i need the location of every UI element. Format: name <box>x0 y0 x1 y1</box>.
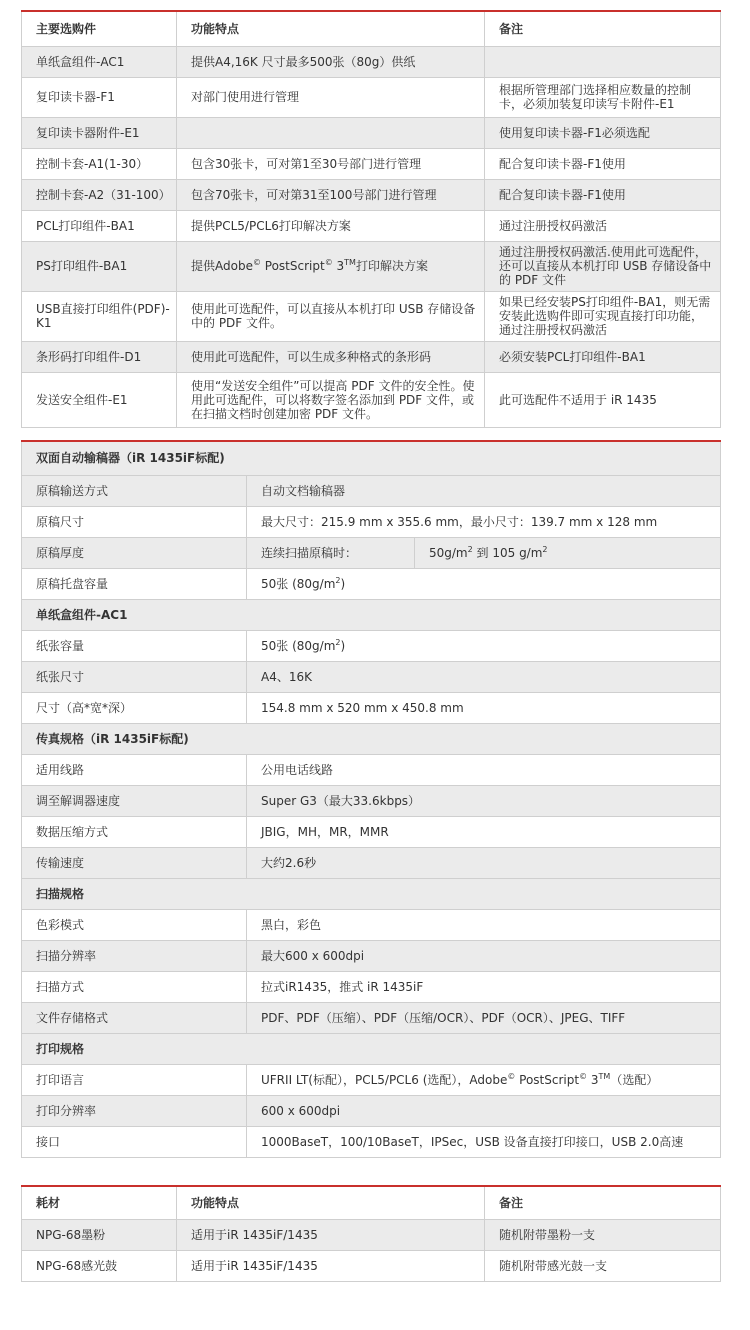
spec-value: Super G3（最大33.6kbps） <box>247 785 721 816</box>
options-table <box>21 10 721 428</box>
table-row <box>22 940 721 971</box>
section-title: 传真规格（iR 1435iF标配) <box>22 723 721 754</box>
table-row <box>22 117 721 148</box>
spec-label: 尺寸（高*宽*深） <box>22 692 247 723</box>
header-note: 备注 <box>485 1186 721 1219</box>
table-row <box>22 692 721 723</box>
option-feature: 提供A4,16K 尺寸最多500张（80g）供纸 <box>177 46 485 77</box>
option-name: 条形码打印组件-D1 <box>22 341 177 372</box>
table-row <box>22 754 721 785</box>
copyright-mark: © <box>324 258 333 267</box>
option-feature: 对部门使用进行管理 <box>177 77 485 117</box>
table-row <box>22 148 721 179</box>
spec-label: 原稿尺寸 <box>22 506 247 537</box>
superscript: 2 <box>335 637 341 647</box>
option-note: 通过注册授权码激活 <box>485 210 721 241</box>
superscript: 2 <box>335 575 341 585</box>
table-row <box>22 909 721 940</box>
table-row <box>22 537 721 568</box>
table-row <box>22 1095 721 1126</box>
superscript: 2 <box>467 544 473 554</box>
consumable-feature: 适用于iR 1435iF/1435 <box>177 1250 485 1281</box>
spec-label: 扫描方式 <box>22 971 247 1002</box>
value-text: 50g/m <box>429 545 468 560</box>
section-title: 扫描规格 <box>22 878 721 909</box>
header-feature: 功能特点 <box>177 11 485 46</box>
option-name: 复印读卡器附件-E1 <box>22 117 177 148</box>
table-row <box>22 77 721 117</box>
value-text: 50张 (80g/m <box>261 576 336 591</box>
spec-value: 最大600 x 600dpi <box>247 940 721 971</box>
spec-value: 黑白，彩色 <box>247 909 721 940</box>
table-row <box>22 291 721 341</box>
spec-value: 自动文档输稿器 <box>247 475 721 506</box>
option-name: 控制卡套-A2（31-100） <box>22 179 177 210</box>
table-row <box>22 568 721 599</box>
value-text: PostScript <box>515 1072 580 1087</box>
consumable-name: NPG-68感光鼓 <box>22 1250 177 1281</box>
section-header <box>22 723 721 754</box>
table-row <box>22 1002 721 1033</box>
section-header <box>22 878 721 909</box>
option-note: 使用复印读卡器-F1必须选配 <box>485 117 721 148</box>
spec-label: 色彩模式 <box>22 909 247 940</box>
table-row <box>22 46 721 77</box>
spec-value-2 <box>415 537 721 568</box>
consumable-note: 随机附带感光鼓一支 <box>485 1250 721 1281</box>
spec-label: 原稿厚度 <box>22 537 247 568</box>
spec-label: 传输速度 <box>22 847 247 878</box>
section-header <box>22 1033 721 1064</box>
option-name: 复印读卡器-F1 <box>22 77 177 117</box>
spec-value: 大约2.6秒 <box>247 847 721 878</box>
spec-value: 最大尺寸：215.9 mm x 355.6 mm，最小尺寸：139.7 mm x 128 mm <box>247 506 721 537</box>
table-row <box>22 241 721 291</box>
spec-value: 连续扫描原稿时： <box>247 537 415 568</box>
table-row <box>22 1126 721 1157</box>
option-note: 配合复印读卡器-F1使用 <box>485 179 721 210</box>
copyright-mark: © <box>507 1071 516 1081</box>
value-text: ) <box>340 638 346 653</box>
consumables-header-row <box>22 1186 721 1219</box>
consumable-note: 随机附带墨粉一支 <box>485 1219 721 1250</box>
spec-label: 原稿输送方式 <box>22 475 247 506</box>
spec-value: JBIG，MH，MR，MMR <box>247 816 721 847</box>
spec-label: 适用线路 <box>22 754 247 785</box>
table-row <box>22 475 721 506</box>
value-text: UFRII LT(标配），PCL5/PCL6 (选配），Adobe <box>261 1072 508 1087</box>
header-option: 主要选购件 <box>22 11 177 46</box>
feature-text: 提供Adobe <box>191 259 253 273</box>
option-note <box>485 46 721 77</box>
section-title: 打印规格 <box>22 1033 721 1064</box>
spec-value: 600 x 600dpi <box>247 1095 721 1126</box>
table-row <box>22 506 721 537</box>
option-note: 如果已经安装PS打印组件-BA1，则无需安装此选购件即可实现直接打印功能，通过注册授权码激活 <box>485 291 721 341</box>
table-row <box>22 816 721 847</box>
consumables-table <box>21 1185 721 1282</box>
option-feature: 使用此可选配件，可以生成多种格式的条形码 <box>177 341 485 372</box>
option-note: 根据所管理部门选择相应数量的控制卡，必须加装复印读写卡附件-E1 <box>485 77 721 117</box>
spec-label: 数据压缩方式 <box>22 816 247 847</box>
spec-label: 打印分辨率 <box>22 1095 247 1126</box>
spec-label: 调至解调器速度 <box>22 785 247 816</box>
feature-text: 打印解决方案 <box>355 259 428 273</box>
option-feature: 提供PCL5/PCL6打印解决方案 <box>177 210 485 241</box>
option-feature <box>177 117 485 148</box>
option-name: 单纸盒组件-AC1 <box>22 46 177 77</box>
option-note: 此可选配件不适用于 iR 1435 <box>485 372 721 427</box>
option-feature: 包含70张卡，可对第31至100号部门进行管理 <box>177 179 485 210</box>
option-note: 通过注册授权码激活.使用此可选配件，还可以直接从本机打印 USB 存储设备中的 PDF 文件 <box>485 241 721 291</box>
spec-value <box>247 568 721 599</box>
consumable-name: NPG-68墨粉 <box>22 1219 177 1250</box>
copyright-mark: © <box>252 258 261 267</box>
option-name: PS打印组件-BA1 <box>22 241 177 291</box>
specs-table <box>21 440 721 1158</box>
superscript: 2 <box>542 544 548 554</box>
spec-label: 打印语言 <box>22 1064 247 1095</box>
spec-label: 文件存储格式 <box>22 1002 247 1033</box>
feature-text: 3 <box>332 259 345 273</box>
option-note: 必须安装PCL打印组件-BA1 <box>485 341 721 372</box>
value-text: 50张 (80g/m <box>261 638 336 653</box>
spec-value: 拉式iR1435，推式 iR 1435iF <box>247 971 721 1002</box>
table-row <box>22 1064 721 1095</box>
spec-label: 扫描分辨率 <box>22 940 247 971</box>
consumable-feature: 适用于iR 1435iF/1435 <box>177 1219 485 1250</box>
table-row <box>22 630 721 661</box>
spec-value: 1000BaseT，100/10BaseT，IPSec，USB 设备直接打印接口，USB 2.0高速 <box>247 1126 721 1157</box>
table-row <box>22 341 721 372</box>
option-note: 配合复印读卡器-F1使用 <box>485 148 721 179</box>
spec-value <box>247 1064 721 1095</box>
section-title: 双面自动输稿器（iR 1435iF标配) <box>22 441 721 475</box>
copyright-mark: © <box>579 1071 588 1081</box>
value-text: ) <box>340 576 346 591</box>
spec-label: 接口 <box>22 1126 247 1157</box>
table-row <box>22 1219 721 1250</box>
feature-text: PostScript <box>260 259 325 273</box>
option-feature: 使用“发送安全组件”可以提高 PDF 文件的安全性。使用此可选配件，可以将数字签名添加到 PDF 文件，或在扫描文档时创建加密 PDF 文件。 <box>177 372 485 427</box>
spec-value: 154.8 mm x 520 mm x 450.8 mm <box>247 692 721 723</box>
option-feature: 使用此可选配件，可以直接从本机打印 USB 存储设备中的 PDF 文件。 <box>177 291 485 341</box>
section-header <box>22 441 721 475</box>
spec-value: PDF、PDF（压缩）、PDF（压缩/OCR）、PDF（OCR）、JPEG、TIFF <box>247 1002 721 1033</box>
table-row <box>22 1250 721 1281</box>
option-name: 发送安全组件-E1 <box>22 372 177 427</box>
section-header <box>22 599 721 630</box>
header-consumable: 耗材 <box>22 1186 177 1219</box>
value-text: 3 <box>587 1072 599 1087</box>
options-header-row <box>22 11 721 46</box>
table-row <box>22 179 721 210</box>
table-row <box>22 661 721 692</box>
spec-label: 原稿托盘容量 <box>22 568 247 599</box>
option-name: PCL打印组件-BA1 <box>22 210 177 241</box>
trademark-mark: TM <box>598 1071 611 1081</box>
option-name: USB直接打印组件(PDF)-K1 <box>22 291 177 341</box>
table-row <box>22 372 721 427</box>
section-title: 单纸盒组件-AC1 <box>22 599 721 630</box>
table-row <box>22 847 721 878</box>
table-row <box>22 785 721 816</box>
option-feature <box>177 241 485 291</box>
header-feature: 功能特点 <box>177 1186 485 1219</box>
spec-value <box>247 630 721 661</box>
option-name: 控制卡套-A1(1-30） <box>22 148 177 179</box>
spec-value: A4、16K <box>247 661 721 692</box>
spec-label: 纸张尺寸 <box>22 661 247 692</box>
table-row <box>22 210 721 241</box>
value-text: 到 105 g/m <box>472 545 543 560</box>
value-text: （选配） <box>610 1072 659 1087</box>
header-note: 备注 <box>485 11 721 46</box>
trademark-mark: TM <box>344 258 356 267</box>
option-feature: 包含30张卡，可对第1至30号部门进行管理 <box>177 148 485 179</box>
table-row <box>22 971 721 1002</box>
spec-value: 公用电话线路 <box>247 754 721 785</box>
spec-label: 纸张容量 <box>22 630 247 661</box>
